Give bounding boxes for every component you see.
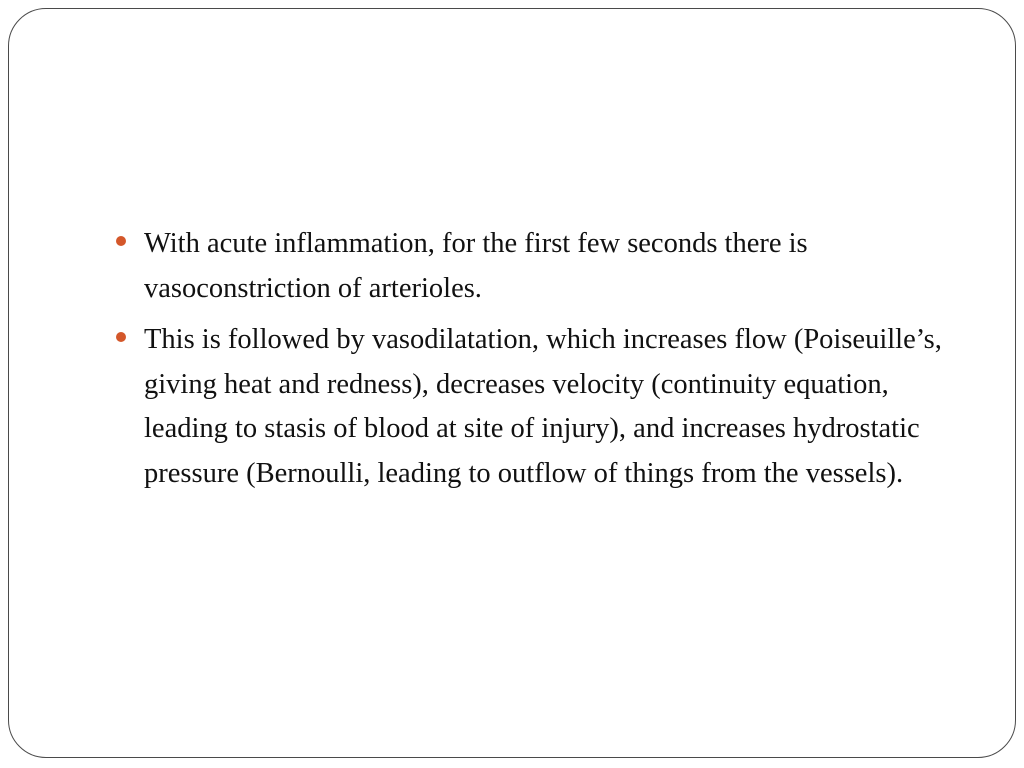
bullet-list [116,222,966,503]
bullet-dot-icon [116,236,126,246]
bullet-text: This is followed by vasodilatation, which increases flow (Poiseuille’s, giving heat and redness), decreases velocity (continuity equation, leading to stasis of blood at site of injury), and increases hydrostatic pressure (Bernoulli, leading to outflow of things from the vessels). [144,324,942,489]
bullet-dot-icon [116,332,126,342]
bullet-item [116,318,966,496]
bullet-text: With acute inflammation, for the first few seconds there is vasoconstriction of arterioles. [144,228,808,304]
bullet-item [116,222,966,311]
